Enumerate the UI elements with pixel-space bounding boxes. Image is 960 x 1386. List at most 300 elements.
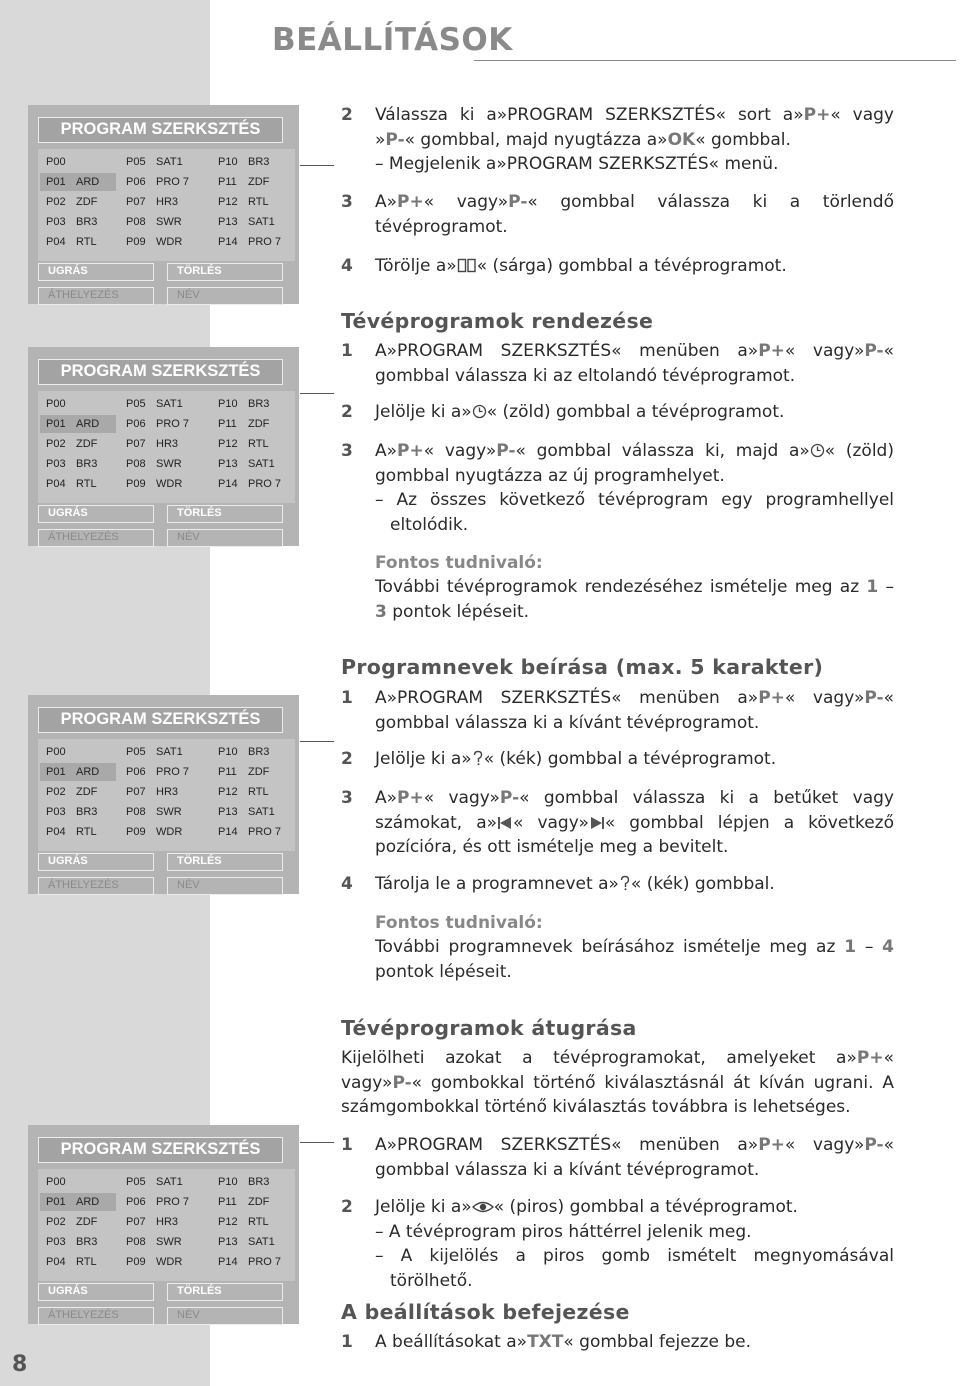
question-icon xyxy=(619,875,631,891)
program-grid xyxy=(38,739,295,851)
skip-step-2-result-2: – A kijelölés a piros gomb ismételt megnyomásával törölhető. xyxy=(375,1246,894,1291)
menu-title: PROGRAM SZERKSZTÉS xyxy=(38,117,283,143)
program-entry[interactable] xyxy=(40,1193,116,1211)
program-number: P05 xyxy=(126,398,146,410)
nev-button[interactable]: NÉV xyxy=(167,287,283,305)
program-entry[interactable] xyxy=(212,823,294,841)
channel-name: HR3 xyxy=(156,438,179,450)
text-run: « gombbal, majd nyugtázza a» xyxy=(404,129,668,150)
program-entry[interactable] xyxy=(120,415,208,433)
program-number: P04 xyxy=(46,1256,66,1268)
program-entry[interactable] xyxy=(40,173,116,191)
program-entry[interactable] xyxy=(212,415,294,433)
step-4-text xyxy=(375,254,894,279)
athelyezes-button[interactable]: ÁTHELYEZÉS xyxy=(38,1307,154,1325)
step-ref: 1 xyxy=(844,937,857,957)
sort-step-3-result: – Az összes következő tévéprogram egy programhellyel eltolódik. xyxy=(375,490,894,535)
channel-name: PRO 7 xyxy=(156,176,190,188)
section-heading-sorting: Tévéprogramok rendezése xyxy=(341,309,654,333)
menu-screen-3 xyxy=(28,695,299,894)
program-number: P01 xyxy=(46,418,66,430)
program-entry[interactable] xyxy=(120,233,208,251)
channel-name: HR3 xyxy=(156,786,179,798)
program-entry[interactable] xyxy=(212,435,294,453)
channel-name: ZDF xyxy=(248,1196,270,1208)
program-entry[interactable] xyxy=(120,1173,208,1191)
key-p-plus: P+ xyxy=(758,1135,785,1155)
program-entry[interactable] xyxy=(40,1253,116,1271)
key-p-plus: P+ xyxy=(397,788,424,808)
skip-intro-text xyxy=(341,1046,894,1120)
text-run: A»PROGRAM SZERKSZTÉS« menüben a» xyxy=(375,1135,759,1155)
name-step-2-text xyxy=(375,747,894,772)
channel-name: ARD xyxy=(76,418,100,430)
program-number: P00 xyxy=(46,746,66,758)
step-number: 2 xyxy=(341,105,353,125)
program-number: P07 xyxy=(126,438,146,450)
channel-name: RTL xyxy=(248,438,269,450)
channel-name: PRO 7 xyxy=(248,236,282,248)
program-number: P03 xyxy=(46,1236,66,1248)
menu-title: PROGRAM SZERKSZTÉS xyxy=(38,707,283,733)
step-number: 1 xyxy=(341,341,353,361)
text-run: « gombokkal történő kiválasztásnál át kíván ugrani. A számgombokkal történő kiválasztás továbbra is lehetséges. xyxy=(341,1072,894,1118)
text-run: « (zöld) gombbal nyugtázza az új programhelyet. xyxy=(375,441,894,486)
program-number: P00 xyxy=(46,398,66,410)
text-run: « vagy» xyxy=(784,1135,865,1155)
text-run: « gombbal válassza ki, majd a» xyxy=(515,441,810,461)
text-run: A»PROGRAM SZERKSZTÉS« menüben a» xyxy=(375,341,759,361)
step-number: 3 xyxy=(341,788,353,808)
text-run: Jelölje ki a» xyxy=(375,402,472,422)
program-number: P10 xyxy=(218,398,238,410)
text-run: A» xyxy=(375,788,398,808)
program-grid xyxy=(38,391,295,503)
program-number: P07 xyxy=(126,1216,146,1228)
text-run: – xyxy=(856,937,883,957)
program-entry[interactable] xyxy=(212,783,294,801)
text-run: « gombbal lépjen a következő pozícióra, és ott ismételje meg a bevitelt. xyxy=(375,812,894,858)
channel-name: WDR xyxy=(156,478,183,490)
program-entry[interactable] xyxy=(120,763,208,781)
step-ref: 3 xyxy=(375,601,387,622)
channel-name: PRO 7 xyxy=(248,478,282,490)
program-number: P01 xyxy=(46,176,66,188)
program-entry[interactable] xyxy=(120,743,208,761)
program-entry[interactable] xyxy=(212,193,294,211)
program-number: P14 xyxy=(218,826,238,838)
program-number: P13 xyxy=(218,458,238,470)
name-step-1-text xyxy=(375,686,894,735)
channel-name: ARD xyxy=(76,1196,100,1208)
text-run: « gombbal válassza ki a törlendő tévéprogramot. xyxy=(375,192,894,237)
key-p-minus: P- xyxy=(392,1072,412,1093)
channel-name: SAT1 xyxy=(248,806,275,818)
channel-name: BR3 xyxy=(248,398,270,410)
program-number: P07 xyxy=(126,196,146,208)
forward-icon xyxy=(589,816,605,830)
program-number: P09 xyxy=(126,236,146,248)
program-number: P08 xyxy=(126,806,146,818)
step-2-result: – Megjelenik a»PROGRAM SZERKSZTÉS« menü. xyxy=(375,154,779,175)
program-entry[interactable] xyxy=(120,153,208,171)
text-run: « vagy» xyxy=(784,341,865,361)
channel-name: BR3 xyxy=(248,156,270,168)
channel-name: SAT1 xyxy=(156,746,183,758)
text-run: « (piros) gombbal a tévéprogramot. xyxy=(493,1197,798,1217)
key-p-plus: P+ xyxy=(803,105,831,125)
program-number: P08 xyxy=(126,1236,146,1248)
text-run: « (sárga) gombbal a tévéprogramot. xyxy=(476,256,787,276)
channel-name: WDR xyxy=(156,236,183,248)
key-p-plus: P+ xyxy=(856,1048,884,1068)
ugras-button[interactable]: UGRÁS xyxy=(38,505,154,523)
pointer-line xyxy=(300,393,334,394)
athelyezes-button[interactable]: ÁTHELYEZÉS xyxy=(38,529,154,547)
program-entry[interactable] xyxy=(120,783,208,801)
channel-name: HR3 xyxy=(156,1216,179,1228)
program-entry[interactable] xyxy=(120,1213,208,1231)
menu-screen-4 xyxy=(28,1125,299,1324)
key-txt: TXT xyxy=(527,1332,564,1352)
program-number: P14 xyxy=(218,1256,238,1268)
program-number: P01 xyxy=(46,766,66,778)
text-run: « vagy» xyxy=(341,1048,894,1093)
program-entry[interactable] xyxy=(120,823,208,841)
channel-name: RTL xyxy=(248,196,269,208)
text-run: További programnevek beírásához ismételje meg az xyxy=(375,937,845,957)
text-run: « gombbal válassza ki az eltolandó tévéprogramot. xyxy=(375,341,894,386)
program-number: P06 xyxy=(126,766,146,778)
text-run: « (kék) gombbal. xyxy=(630,874,775,894)
program-entry[interactable] xyxy=(40,803,116,821)
channel-name: PRO 7 xyxy=(156,766,190,778)
program-entry[interactable] xyxy=(40,435,116,453)
text-run: « (zöld) gombbal a tévéprogramot. xyxy=(486,402,785,422)
program-number: P06 xyxy=(126,1196,146,1208)
key-p-plus: P+ xyxy=(397,441,424,461)
channel-name: RTL xyxy=(76,478,97,490)
program-number: P02 xyxy=(46,1216,66,1228)
program-number: P12 xyxy=(218,786,238,798)
program-number: P07 xyxy=(126,786,146,798)
sort-step-3-text xyxy=(375,439,894,537)
text-run: « gombbal válassza ki a kívánt tévéprogramot. xyxy=(375,1135,894,1180)
menu-screen-2 xyxy=(28,347,299,546)
channel-name: SWR xyxy=(156,216,182,228)
channel-name: RTL xyxy=(76,1256,97,1268)
key-p-plus: P+ xyxy=(758,341,785,361)
program-number: P14 xyxy=(218,236,238,248)
program-number: P04 xyxy=(46,826,66,838)
pointer-line xyxy=(300,1142,334,1143)
torles-button[interactable]: TÖRLÉS xyxy=(167,263,283,281)
program-entry[interactable] xyxy=(212,475,294,493)
program-grid xyxy=(38,149,295,261)
text-run: « vagy» xyxy=(784,688,865,708)
step-number: 1 xyxy=(341,688,353,708)
text-run: « gombbal. xyxy=(695,129,791,150)
channel-name: PRO 7 xyxy=(248,1256,282,1268)
note-title: Fontos tudnivaló: xyxy=(375,913,543,933)
program-number: P08 xyxy=(126,458,146,470)
channel-name: ZDF xyxy=(76,786,98,798)
channel-name: SAT1 xyxy=(156,398,183,410)
step-ref: 4 xyxy=(882,937,894,957)
athelyezes-button[interactable]: ÁTHELYEZÉS xyxy=(38,877,154,895)
program-entry[interactable] xyxy=(212,1233,294,1251)
athelyezes-button[interactable]: ÁTHELYEZÉS xyxy=(38,287,154,305)
program-entry[interactable] xyxy=(40,823,116,841)
program-entry[interactable] xyxy=(120,455,208,473)
program-number: P09 xyxy=(126,478,146,490)
key-p-minus: P- xyxy=(496,441,516,461)
program-entry[interactable] xyxy=(120,435,208,453)
clock-icon xyxy=(472,404,487,419)
program-entry[interactable] xyxy=(120,1253,208,1271)
channel-name: ZDF xyxy=(76,1216,98,1228)
program-number: P04 xyxy=(46,236,66,248)
text-run: További tévéprogramok rendezéséhez ismételje meg az xyxy=(375,577,867,597)
program-entry[interactable] xyxy=(212,153,294,171)
text-run: A» xyxy=(375,441,398,461)
channel-name: WDR xyxy=(156,826,183,838)
text-run: A» xyxy=(375,192,398,212)
ugras-button[interactable]: UGRÁS xyxy=(38,1283,154,1301)
program-number: P05 xyxy=(126,1176,146,1188)
program-entry[interactable] xyxy=(212,1173,294,1191)
step-number: 3 xyxy=(341,441,353,461)
program-entry[interactable] xyxy=(120,1193,208,1211)
program-entry[interactable] xyxy=(40,395,116,413)
channel-name: HR3 xyxy=(156,196,179,208)
program-number: P06 xyxy=(126,176,146,188)
question-icon xyxy=(472,750,484,766)
sort-step-2-text xyxy=(375,400,894,425)
channel-name: SAT1 xyxy=(248,1236,275,1248)
section-heading-skip: Tévéprogramok átugrása xyxy=(341,1016,637,1040)
text-run: – xyxy=(878,577,895,597)
text-run: A»PROGRAM SZERKSZTÉS« menüben a» xyxy=(375,688,759,708)
eye-icon xyxy=(472,1200,494,1214)
program-entry[interactable] xyxy=(40,233,116,251)
key-ok: OK xyxy=(667,129,696,150)
nev-button[interactable]: NÉV xyxy=(167,529,283,547)
step-number: 1 xyxy=(341,1135,353,1155)
program-number: P03 xyxy=(46,458,66,470)
program-number: P12 xyxy=(218,438,238,450)
text-run: A beállításokat a» xyxy=(375,1332,528,1352)
channel-name: BR3 xyxy=(76,458,98,470)
section-heading-finish: A beállítások befejezése xyxy=(341,1300,630,1324)
program-entry[interactable] xyxy=(40,1213,116,1231)
program-entry[interactable] xyxy=(40,1233,116,1251)
program-number: P09 xyxy=(126,826,146,838)
section-heading-names: Programnevek beírása (max. 5 karakter) xyxy=(341,655,824,679)
program-entry[interactable] xyxy=(212,233,294,251)
program-entry[interactable] xyxy=(40,153,116,171)
text-run: Jelölje ki a» xyxy=(375,1197,472,1217)
program-number: P10 xyxy=(218,746,238,758)
program-entry[interactable] xyxy=(120,395,208,413)
program-number: P14 xyxy=(218,478,238,490)
channel-name: ZDF xyxy=(248,766,270,778)
channel-name: ZDF xyxy=(248,418,270,430)
program-entry[interactable] xyxy=(40,475,116,493)
program-number: P12 xyxy=(218,196,238,208)
program-entry[interactable] xyxy=(212,743,294,761)
program-entry[interactable] xyxy=(40,415,116,433)
ugras-button[interactable]: UGRÁS xyxy=(38,853,154,871)
step-number: 2 xyxy=(341,749,353,769)
text-run: pontok lépéseit. xyxy=(386,601,530,622)
text-run: « gombbal válassza ki a kívánt tévéprogramot. xyxy=(375,688,894,733)
program-number: P13 xyxy=(218,1236,238,1248)
step-number: 4 xyxy=(341,256,353,276)
step-number: 2 xyxy=(341,402,353,422)
program-number: P00 xyxy=(46,1176,66,1188)
key-p-plus: P+ xyxy=(397,192,424,212)
program-entry[interactable] xyxy=(212,763,294,781)
name-step-3-text xyxy=(375,786,894,860)
nev-button[interactable]: NÉV xyxy=(167,1307,283,1325)
program-entry[interactable] xyxy=(120,803,208,821)
key-p-minus: P- xyxy=(508,192,528,212)
program-entry[interactable] xyxy=(212,1193,294,1211)
channel-name: RTL xyxy=(248,786,269,798)
program-entry[interactable] xyxy=(212,455,294,473)
page-number: 8 xyxy=(12,1352,28,1377)
page-title-text: BEÁLLÍTÁSOK xyxy=(272,22,513,58)
program-grid xyxy=(38,1169,295,1281)
torles-button[interactable]: TÖRLÉS xyxy=(167,505,283,523)
program-number: P09 xyxy=(126,1256,146,1268)
program-number: P11 xyxy=(218,418,237,430)
program-entry[interactable] xyxy=(40,783,116,801)
text-run: « vagy» xyxy=(423,441,497,461)
channel-name: BR3 xyxy=(248,746,270,758)
program-entry[interactable] xyxy=(212,1213,294,1231)
channel-name: WDR xyxy=(156,1256,183,1268)
text-run: pontok lépéseit. xyxy=(375,961,512,982)
name-step-4-text xyxy=(375,872,894,897)
program-number: P03 xyxy=(46,806,66,818)
rewind-icon xyxy=(497,816,513,830)
channel-name: SAT1 xyxy=(156,156,183,168)
program-number: P05 xyxy=(126,156,146,168)
program-number: P01 xyxy=(46,1196,66,1208)
step-number: 1 xyxy=(341,1332,353,1352)
text-run: « vagy» xyxy=(423,788,500,808)
program-number: P13 xyxy=(218,806,238,818)
channel-name: SWR xyxy=(156,458,182,470)
name-note-text xyxy=(375,935,894,984)
program-entry[interactable] xyxy=(120,213,208,231)
program-number: P11 xyxy=(218,176,237,188)
step-number: 2 xyxy=(341,1197,353,1217)
program-entry[interactable] xyxy=(40,213,116,231)
program-number: P00 xyxy=(46,156,66,168)
program-entry[interactable] xyxy=(40,763,116,781)
sort-note-text xyxy=(375,575,894,624)
menu-title: PROGRAM SZERKSZTÉS xyxy=(38,1137,283,1163)
program-entry[interactable] xyxy=(120,475,208,493)
nev-button[interactable]: NÉV xyxy=(167,877,283,895)
key-p-minus: P- xyxy=(864,1135,884,1155)
sort-step-1-text xyxy=(375,339,894,388)
text-run: « vagy » xyxy=(375,105,894,150)
channel-name: RTL xyxy=(76,236,97,248)
finish-step-1-text xyxy=(375,1330,894,1355)
program-number: P06 xyxy=(126,418,146,430)
program-entry[interactable] xyxy=(40,455,116,473)
program-entry[interactable] xyxy=(40,193,116,211)
note-title: Fontos tudnivaló: xyxy=(375,553,543,573)
torles-button[interactable]: TÖRLÉS xyxy=(167,1283,283,1301)
program-entry[interactable] xyxy=(212,1253,294,1271)
text-run: « gombbal válassza ki a betűket vagy számokat, a» xyxy=(375,788,894,833)
text-run: « vagy» xyxy=(513,812,589,833)
key-p-minus: P- xyxy=(385,129,405,150)
step-number: 3 xyxy=(341,192,353,212)
skip-step-2-result-1: – A tévéprogram piros háttérrel jelenik meg. xyxy=(375,1221,752,1242)
channel-name: ZDF xyxy=(76,438,98,450)
channel-name: ZDF xyxy=(76,196,98,208)
program-entry[interactable] xyxy=(212,395,294,413)
step-number: 4 xyxy=(341,874,353,894)
text-run: Válassza ki a»PROGRAM SZERKSZTÉS« sort a» xyxy=(375,105,804,125)
step-3-text xyxy=(375,190,894,239)
program-entry[interactable] xyxy=(40,1173,116,1191)
key-p-minus: P- xyxy=(864,688,884,708)
clock-icon xyxy=(810,443,825,458)
channel-name: BR3 xyxy=(76,1236,98,1248)
program-entry[interactable] xyxy=(120,1233,208,1251)
channel-name: ARD xyxy=(76,766,100,778)
program-entry[interactable] xyxy=(212,803,294,821)
program-number: P05 xyxy=(126,746,146,758)
skip-step-2-text xyxy=(375,1195,894,1293)
program-entry[interactable] xyxy=(120,193,208,211)
ugras-button[interactable]: UGRÁS xyxy=(38,263,154,281)
key-p-plus: P+ xyxy=(758,688,785,708)
program-entry[interactable] xyxy=(40,743,116,761)
channel-name: SAT1 xyxy=(156,1176,183,1188)
menu-title: PROGRAM SZERKSZTÉS xyxy=(38,359,283,385)
program-number: P03 xyxy=(46,216,66,228)
program-entry[interactable] xyxy=(212,173,294,191)
program-number: P11 xyxy=(218,1196,237,1208)
channel-name: PRO 7 xyxy=(156,1196,190,1208)
key-p-minus: P- xyxy=(864,341,884,361)
text-run: « gombbal fejezze be. xyxy=(563,1332,752,1352)
program-number: P10 xyxy=(218,156,238,168)
text-run: « vagy» xyxy=(423,192,509,212)
text-run: Törölje a» xyxy=(375,256,457,276)
torles-button[interactable]: TÖRLÉS xyxy=(167,853,283,871)
program-number: P10 xyxy=(218,1176,238,1188)
menu-screen-1 xyxy=(28,105,299,304)
pointer-line xyxy=(300,165,334,166)
program-number: P02 xyxy=(46,196,66,208)
pointer-line xyxy=(300,741,334,742)
program-number: P11 xyxy=(218,766,237,778)
program-entry[interactable] xyxy=(212,213,294,231)
text-run: Tárolja le a programnevet a» xyxy=(375,874,619,894)
trash-icon xyxy=(457,258,477,273)
channel-name: ZDF xyxy=(248,176,270,188)
program-entry[interactable] xyxy=(120,173,208,191)
